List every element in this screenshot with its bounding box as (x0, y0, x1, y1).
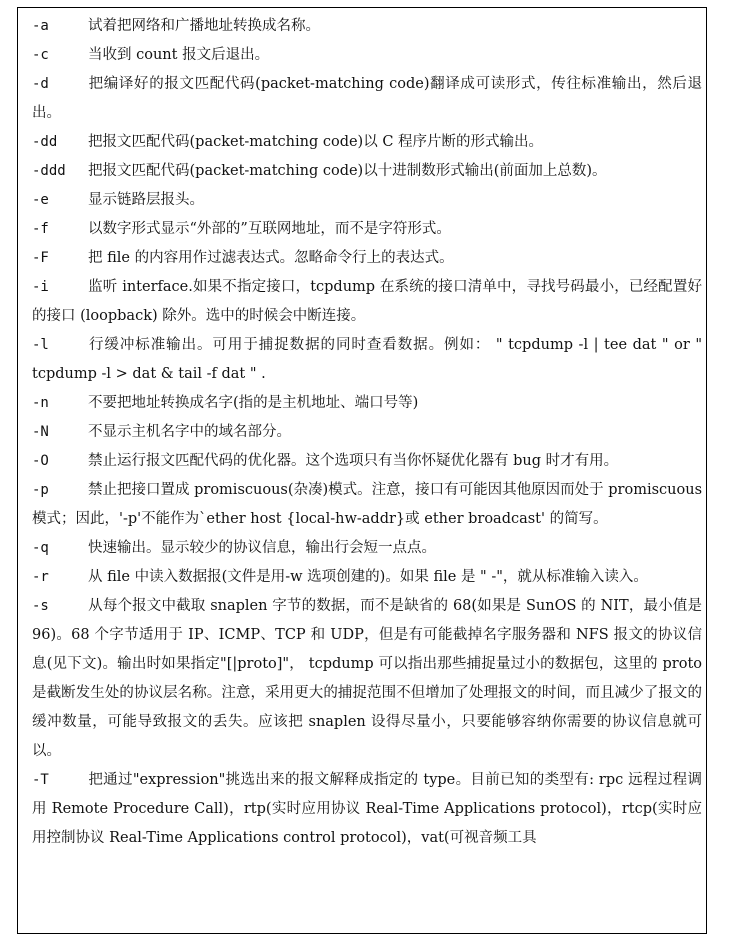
option-flag: -l (32, 337, 49, 353)
option-description: 行缓冲标准输出。可用于捕捉数据的同时查看数据。例如： " tcpdump -l | tee dat " or " tcpdump -l > dat & tail -f dat " . (32, 337, 702, 382)
option-flag: -f (32, 221, 49, 237)
option-flag: -d (32, 76, 49, 92)
option-n (32, 389, 702, 418)
option-flag: -s (32, 598, 49, 614)
option-flag: -a (32, 18, 49, 34)
option-description: 把编译好的报文匹配代码(packet-matching code)翻译成可读形式，传往标准输出，然后退出。 (32, 76, 702, 121)
option-p (32, 476, 702, 534)
option-F (32, 244, 702, 273)
option-dd (32, 128, 702, 157)
option-description: 不要把地址转换成名字(指的是主机地址、端口号等) (88, 395, 419, 411)
option-d (32, 70, 702, 128)
option-s (32, 592, 702, 766)
option-description: 把 file 的内容用作过滤表达式。忽略命令行上的表达式。 (88, 250, 454, 266)
option-T (32, 766, 702, 853)
option-flag: -e (32, 192, 49, 208)
option-ddd (32, 157, 702, 186)
option-r (32, 563, 702, 592)
option-description: 把通过"expression"挑选出来的报文解释成指定的 type。目前已知的类型有: rpc 远程过程调用 Remote Procedure Call)，rtp(实时应用协议 Real-Time Applications protocol)，rtcp(实时应用控制协议 Real-Time Applications control protocol)，vat(可视音频工具 (32, 772, 702, 846)
option-l (32, 331, 702, 389)
option-description: 禁止运行报文匹配代码的优化器。这个选项只有当你怀疑优化器有 bug 时才有用。 (88, 453, 619, 469)
option-flag: -q (32, 540, 49, 556)
option-a (32, 12, 702, 41)
option-e (32, 186, 702, 215)
option-c (32, 41, 702, 70)
option-flag: -i (32, 279, 49, 295)
option-description: 监听 interface.如果不指定接口，tcpdump 在系统的接口清单中，寻找号码最小，已经配置好的接口 (loopback) 除外。选中的时候会中断连接。 (32, 279, 702, 324)
option-f (32, 215, 702, 244)
option-description: 显示链路层报头。 (88, 192, 204, 208)
option-description: 从 file 中读入数据报(文件是用-w 选项创建的)。如果 file 是 " -"，就从标准输入读入。 (88, 569, 648, 585)
option-description: 快速输出。显示较少的协议信息，输出行会短一点点。 (88, 540, 436, 556)
option-flag: -O (32, 453, 49, 469)
options-list (32, 12, 702, 853)
option-N (32, 418, 702, 447)
option-description: 试着把网络和广播地址转换成名称。 (88, 18, 320, 34)
option-description: 以数字形式显示“外部的”互联网地址，而不是字符形式。 (88, 221, 451, 237)
option-flag: -dd (32, 134, 58, 150)
option-q (32, 534, 702, 563)
option-description: 禁止把接口置成 promiscuous(杂凑)模式。注意，接口有可能因其他原因而处于 promiscuous 模式；因此，'-p'不能作为`ether host {local-hw-addr}或 ether broadcast' 的简写。 (32, 482, 703, 527)
option-flag: -c (32, 47, 49, 63)
option-description: 不显示主机名字中的域名部分。 (88, 424, 291, 440)
option-flag: -N (32, 424, 49, 440)
option-flag: -n (32, 395, 49, 411)
document-frame (17, 7, 707, 934)
option-flag: -p (32, 482, 49, 498)
option-O (32, 447, 702, 476)
option-description: 从每个报文中截取 snaplen 字节的数据，而不是缺省的 68(如果是 SunOS 的 NIT，最小值是 96)。68 个字节适用于 IP、ICMP、TCP 和 UDP，但是有可能截掉名字服务器和 NFS 报文的协议信息(见下文)。输出时如果指定"[|proto]"， tcpdump 可以指出那些捕捉量过小的数据包，这里的 proto 是截断发生处的协议层名称。注意，采用更大的捕捉范围不但增加了处理报文的时间，而且减少了报文的缓冲数量，可能导致报文的丢失。应该把 snaplen 设得尽量小，只要能够容纳你需要的协议信息就可以。 (32, 598, 702, 759)
option-description: 把报文匹配代码(packet-matching code)以十进制数形式输出(前面加上总数)。 (88, 163, 607, 179)
option-flag: -T (32, 772, 49, 788)
option-description: 把报文匹配代码(packet-matching code)以 C 程序片断的形式输出。 (88, 134, 544, 150)
option-flag: -F (32, 250, 49, 266)
option-flag: -ddd (32, 163, 66, 179)
option-description: 当收到 count 报文后退出。 (88, 47, 270, 63)
option-i (32, 273, 702, 331)
option-flag: -r (32, 569, 49, 585)
